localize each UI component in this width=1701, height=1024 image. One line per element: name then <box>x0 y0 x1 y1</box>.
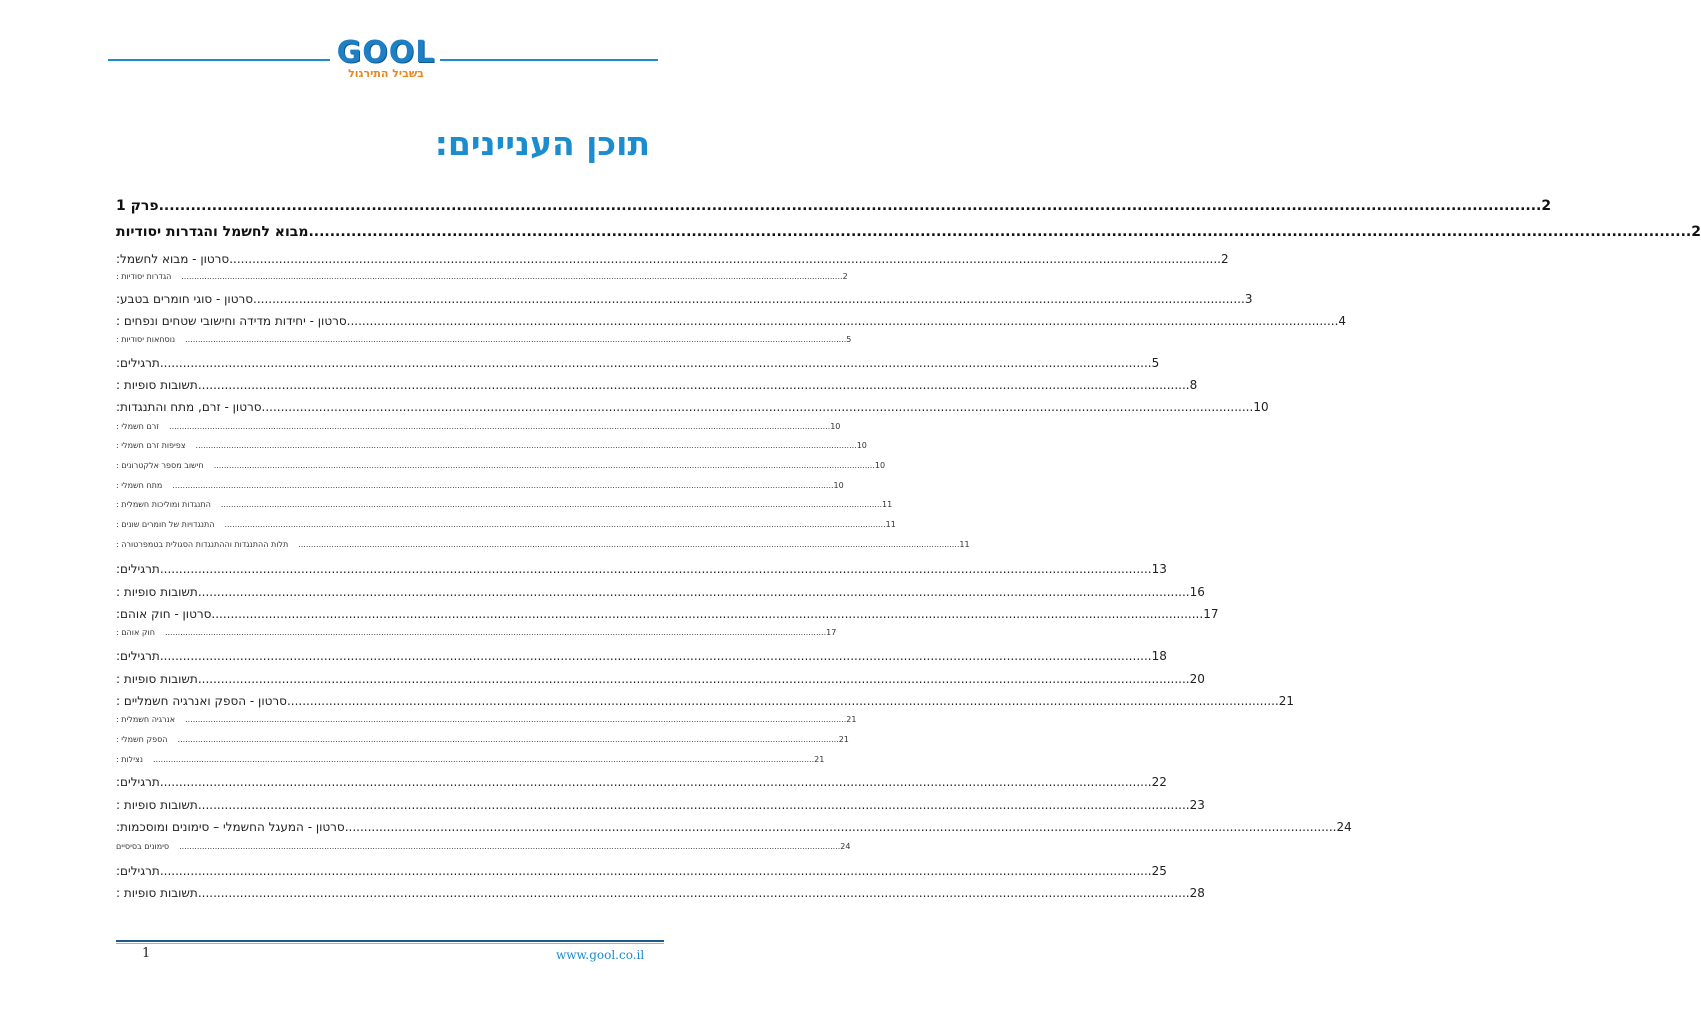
toc-leader-dots: .................................................................................................................................................................................................................................................................... <box>159 864 1152 878</box>
toc-entry-label: תשובות סופיות : <box>116 798 198 812</box>
toc-entry-page: 11 <box>959 540 970 549</box>
toc-entry-page: 2 <box>1541 198 1552 214</box>
toc-entry[interactable] <box>116 422 841 431</box>
toc-entry-page: 5 <box>1151 356 1160 370</box>
toc-leader-dots: .................................................................................................................................................................................................................................................................... <box>253 292 1245 306</box>
logo-text: GOOL <box>336 35 436 70</box>
toc-entry-label: אנרגיה חשמלית : <box>116 715 176 724</box>
toc-leader-dots: .................................................................................................................................................................................................................................................................... <box>197 378 1190 392</box>
toc-leader-dots: .................................................................................................................................................................................................................................................................... <box>220 500 883 509</box>
toc-entry[interactable] <box>116 224 1701 240</box>
toc-entry-label: תלות ההתנגדות וההתנגדות הסגולית בטמפרטורה : <box>116 540 289 549</box>
toc-entry-page: 24 <box>840 842 851 851</box>
toc-entry[interactable] <box>116 378 1198 392</box>
toc-entry-page: 2 <box>842 272 848 281</box>
toc-entry[interactable] <box>116 292 1253 306</box>
toc-leader-dots: .................................................................................................................................................................................................................................................................... <box>185 335 847 344</box>
toc-entry[interactable] <box>116 715 857 724</box>
toc-leader-dots: .................................................................................................................................................................................................................................................................... <box>195 441 857 450</box>
toc-entry-page: 28 <box>1189 886 1205 900</box>
toc-entry-page: 21 <box>1278 694 1294 708</box>
toc-entry[interactable] <box>116 649 1167 663</box>
toc-entry-label: סרטון - יחידות מדידה וחישובי שטחים ונפחים : <box>116 314 347 328</box>
toc-entry-page: 11 <box>882 500 893 509</box>
toc-entry-page: 10 <box>833 481 844 490</box>
toc-leader-dots: .................................................................................................................................................................................................................................................................... <box>158 198 1542 214</box>
toc-entry-label: סימונים בסיסיים <box>116 842 170 851</box>
toc-entry-label: תשובות סופיות : <box>116 886 198 900</box>
toc-entry-page: 16 <box>1189 585 1205 599</box>
toc-entry-page: 13 <box>1151 562 1167 576</box>
toc-entry-page: 21 <box>838 735 849 744</box>
toc-entry[interactable] <box>116 842 851 851</box>
toc-entry-label: הגדרות יסודיות : <box>116 272 172 281</box>
toc-leader-dots: .................................................................................................................................................................................................................................................................... <box>169 422 831 431</box>
toc-entry-page: 17 <box>1203 607 1219 621</box>
toc-entry-page: 10 <box>874 461 886 470</box>
toc-entry[interactable] <box>116 441 867 450</box>
toc-entry-page: 2 <box>1691 224 1701 240</box>
toc-entry[interactable] <box>116 356 1160 370</box>
website-link[interactable]: www.gool.co.il <box>556 948 645 962</box>
toc-leader-dots: .................................................................................................................................................................................................................................................................... <box>224 520 886 529</box>
toc-leader-dots: .................................................................................................................................................................................................................................................................... <box>197 798 1190 812</box>
toc-entry-label: חישוב מספר אלקטרונים : <box>116 461 204 470</box>
toc-entry-page: 10 <box>830 422 841 431</box>
toc-leader-dots: .................................................................................................................................................................................................................................................................... <box>346 314 1339 328</box>
toc-leader-dots: .................................................................................................................................................................................................................................................................... <box>172 481 834 490</box>
toc-leader-dots: .................................................................................................................................................................................................................................................................... <box>286 694 1279 708</box>
toc-entry-page: 8 <box>1189 378 1198 392</box>
toc-entry[interactable] <box>116 272 848 281</box>
toc-entry[interactable] <box>116 672 1205 686</box>
toc-entry-page: 25 <box>1151 864 1167 878</box>
toc-entry-label: סרטון - הספק ואנרגיה חשמליים : <box>116 694 287 708</box>
toc-entry[interactable] <box>116 585 1205 599</box>
toc-entry-label: תרגילים: <box>116 775 160 789</box>
page-number: 1 <box>142 946 151 961</box>
toc-entry-label: נצילות : <box>116 755 143 764</box>
toc-entry-label: סרטון - סוגי חומרים בטבע: <box>116 292 254 306</box>
toc-leader-dots: .................................................................................................................................................................................................................................................................... <box>229 252 1221 266</box>
toc-leader-dots: .................................................................................................................................................................................................................................................................... <box>211 607 1204 621</box>
toc-entry[interactable] <box>116 798 1205 812</box>
toc-leader-dots: .................................................................................................................................................................................................................................................................... <box>159 775 1152 789</box>
toc-entry-label: הספק חשמלי : <box>116 735 168 744</box>
toc-entry-page: 21 <box>814 755 825 764</box>
toc-entry-label: תרגילים: <box>116 649 160 663</box>
toc-entry-label: תשובות סופיות : <box>116 378 198 392</box>
toc-entry-page: 4 <box>1338 314 1347 328</box>
toc-entry-label: התנגדות ומוליכות חשמלית : <box>116 500 211 509</box>
toc-leader-dots: .................................................................................................................................................................................................................................................................... <box>164 628 827 637</box>
toc-entry[interactable] <box>116 775 1167 789</box>
toc-leader-dots: .................................................................................................................................................................................................................................................................... <box>179 842 841 851</box>
toc-entry[interactable] <box>116 500 893 509</box>
page-title: תוכן העניינים: <box>434 124 650 163</box>
toc-entry-label: סרטון - חוק אוהם: <box>116 607 212 621</box>
toc-leader-dots: .................................................................................................................................................................................................................................................................... <box>159 649 1152 663</box>
logo-tagline: בשביל התירגול <box>348 67 424 80</box>
toc-leader-dots: .................................................................................................................................................................................................................................................................... <box>197 585 1190 599</box>
toc-leader-dots: .................................................................................................................................................................................................................................................................... <box>177 735 839 744</box>
toc-entry[interactable] <box>116 886 1205 900</box>
toc-entry-label: סרטון - המעגל החשמלי – סימונים ומוסכמות: <box>116 820 345 834</box>
toc-entry[interactable] <box>116 607 1219 621</box>
toc-leader-dots: .................................................................................................................................................................................................................................................................... <box>261 400 1254 414</box>
toc-entry[interactable] <box>116 628 837 637</box>
toc-leader-dots: .................................................................................................................................................................................................................................................................... <box>197 886 1190 900</box>
toc-entry-page: 20 <box>1189 672 1205 686</box>
toc-entry-label: תשובות סופיות : <box>116 585 198 599</box>
toc-entry[interactable] <box>116 198 1552 214</box>
toc-entry-page: 18 <box>1151 649 1167 663</box>
toc-entry[interactable] <box>116 540 970 549</box>
toc-entry-label: תרגילים: <box>116 864 160 878</box>
toc-leader-dots: .................................................................................................................................................................................................................................................................... <box>344 820 1337 834</box>
toc-entry-label: חוק אוהם : <box>116 628 155 637</box>
toc-entry-page: 10 <box>1253 400 1269 414</box>
toc-entry-page: 23 <box>1189 798 1205 812</box>
toc-entry-label: מבוא לחשמל והגדרות יסודיות <box>116 224 309 240</box>
toc-entry-page: 5 <box>846 335 852 344</box>
toc-leader-dots: .................................................................................................................................................................................................................................................................... <box>298 540 960 549</box>
toc-entry[interactable] <box>116 252 1229 266</box>
toc-leader-dots: .................................................................................................................................................................................................................................................................... <box>181 272 843 281</box>
header-rule-right <box>440 59 658 61</box>
toc-leader-dots: .................................................................................................................................................................................................................................................................... <box>159 562 1152 576</box>
toc-entry[interactable] <box>116 314 1347 328</box>
toc-leader-dots: .................................................................................................................................................................................................................................................................... <box>159 356 1152 370</box>
toc-entry[interactable] <box>116 481 844 490</box>
toc-entry-page: 11 <box>885 520 896 529</box>
gool-logo <box>336 35 436 80</box>
toc-entry-page: 3 <box>1244 292 1253 306</box>
toc-leader-dots: .................................................................................................................................................................................................................................................................... <box>197 672 1190 686</box>
toc-entry[interactable] <box>116 820 1352 834</box>
toc-entry-label: פרק 1 <box>116 198 159 214</box>
header-rule-left <box>108 59 330 61</box>
toc-entry[interactable] <box>116 864 1167 878</box>
toc-leader-dots: .................................................................................................................................................................................................................................................................... <box>152 755 815 764</box>
toc-entry[interactable] <box>116 755 825 764</box>
toc-entry-label: תרגילים: <box>116 562 160 576</box>
toc-leader-dots: .................................................................................................................................................................................................................................................................... <box>213 461 875 470</box>
toc-entry-page: 21 <box>846 715 857 724</box>
toc-entry-label: צפיפות זרם חשמלי : <box>116 441 186 450</box>
footer-rule <box>116 940 664 942</box>
toc-entry-label: התנגדויות של חומרים שונים : <box>116 520 215 529</box>
toc-entry[interactable] <box>116 400 1269 414</box>
toc-entry-label: זרם חשמלי : <box>116 422 160 431</box>
toc-entry[interactable] <box>116 520 896 529</box>
toc-entry[interactable] <box>116 694 1294 708</box>
toc-entry-label: סרטון - זרם, מתח והתנגדות: <box>116 400 262 414</box>
toc-entry-label: מתח חשמלי : <box>116 481 163 490</box>
toc-entry-page: 2 <box>1220 252 1229 266</box>
toc-entry-page: 24 <box>1336 820 1352 834</box>
toc-entry-page: 22 <box>1151 775 1167 789</box>
toc-entry[interactable] <box>116 335 852 344</box>
toc-entry-label: תשובות סופיות : <box>116 672 198 686</box>
toc-entry[interactable] <box>116 461 886 470</box>
toc-entry-page: 10 <box>856 441 867 450</box>
toc-leader-dots: .................................................................................................................................................................................................................................................................... <box>308 224 1692 240</box>
toc-entry[interactable] <box>116 735 849 744</box>
toc-entry-label: נוסחאות יסודיות : <box>116 335 176 344</box>
toc-leader-dots: .................................................................................................................................................................................................................................................................... <box>185 715 847 724</box>
toc-entry-label: תרגילים: <box>116 356 160 370</box>
footer-rule-thin <box>116 943 664 944</box>
toc-entry-page: 17 <box>826 628 837 637</box>
toc-entry[interactable] <box>116 562 1167 576</box>
toc-entry-label: סרטון - מבוא לחשמל: <box>116 252 230 266</box>
